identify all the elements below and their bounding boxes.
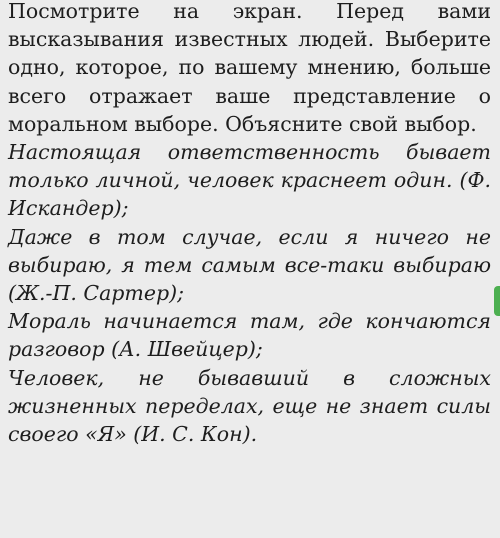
- quote-iskander: Настоящая ответственность бывает только личной, человек краснеет один. (Ф. Искандер);: [8, 140, 491, 221]
- quote-schweitzer: Мораль начинается там, где кончаются разговор (А. Швейцер);: [8, 309, 491, 362]
- edge-scroll-tab[interactable]: [494, 286, 500, 316]
- quote-kon: Человек, не бывавший в сложных жизненных переделах, еще не знает силы своего «Я» (И. С. Кон).: [8, 365, 491, 447]
- quote-sartre: Даже в том случае, если я ничего не выбираю, я тем самым все-таки выбираю (Ж.-П. Сартер);: [8, 224, 491, 306]
- task-instruction: Посмотрите на экран. Перед вами высказывания известных людей. Выберите одно, которое, по вашему мнению, больше всего отражает ваше представление о моральном выборе. Объясните свой выбор.: [8, 0, 491, 136]
